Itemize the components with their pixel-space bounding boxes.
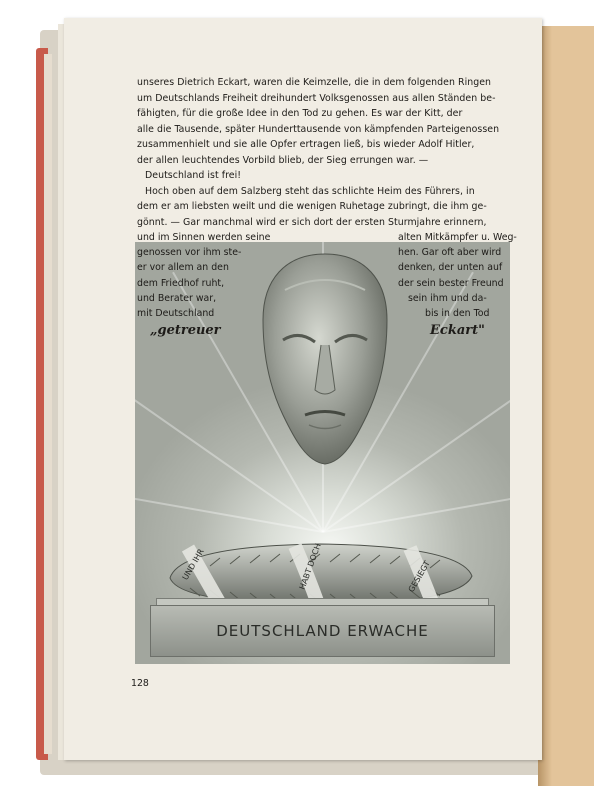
wrap-right-line: sein ihm und da- xyxy=(408,293,487,304)
text-line: um Deutschlands Freiheit dreihundert Volksgenossen aus allen Ständen be- xyxy=(137,92,496,104)
text-line: zusammenhielt und sie alle Opfer ertragen ließ, bis wieder Adolf Hitler, xyxy=(137,139,475,150)
ribbon-text: HABT DOCH xyxy=(297,542,323,591)
wrap-left-line: und Berater war, xyxy=(137,293,217,304)
wrap-right-line: der sein bester Freund xyxy=(398,278,504,289)
wrap-left-line: dem Friedhof ruht, xyxy=(137,278,225,289)
text-line: der allen leuchtendes Vorbild blieb, der Sieg errungen war. — xyxy=(137,154,429,166)
wrap-right-line: bis in den Tod xyxy=(425,308,490,319)
page-number: 128 xyxy=(131,678,149,689)
text-line: Deutschland ist frei! xyxy=(145,170,242,181)
wrap-right-line: denken, der unten auf xyxy=(398,262,503,273)
text-line: Hoch oben auf dem Salzberg steht das schlichte Heim des Führers, in xyxy=(145,185,475,197)
quote-right: Eckart" xyxy=(430,323,485,338)
wrap-right-line: hen. Gar oft aber wird xyxy=(398,247,502,258)
text-line: gönnt. — Gar manchmal wird er sich dort der ersten Sturmjahre erinnern, xyxy=(137,216,487,228)
quote-left: „getreuer xyxy=(150,323,221,338)
ribbon-text: GESIEGT xyxy=(406,559,432,594)
page-edges xyxy=(44,54,52,754)
plinth-inscription: DEUTSCHLAND ERWACHE xyxy=(216,622,429,640)
text-line: unseres Dietrich Eckart, waren die Keimzelle, die in dem folgenden Ringen xyxy=(137,77,492,88)
text-line: dem er am liebsten weilt und die wenigen Ruhetage zubringt, die ihm ge- xyxy=(137,201,487,212)
wrap-left-line: mit Deutschland xyxy=(137,308,215,319)
death-mask-face xyxy=(255,250,395,470)
text-line: fähigten, für die große Idee in den Tod zu gehen. Es war der Kitt, der xyxy=(137,108,463,119)
wrap-right-line: alten Mitkämpfer u. Weg- xyxy=(398,232,517,243)
wrap-left-line: genossen vor ihm ste- xyxy=(137,247,242,258)
wrap-left-line: er vor allem an den xyxy=(137,262,229,273)
text-line: alle die Tausende, später Hunderttausende von kämpfenden Parteigenossen xyxy=(137,123,500,135)
ribbon-text: UND IHR xyxy=(180,547,206,582)
wrap-left-line: und im Sinnen werden seine xyxy=(137,232,271,243)
body-text xyxy=(137,75,535,230)
